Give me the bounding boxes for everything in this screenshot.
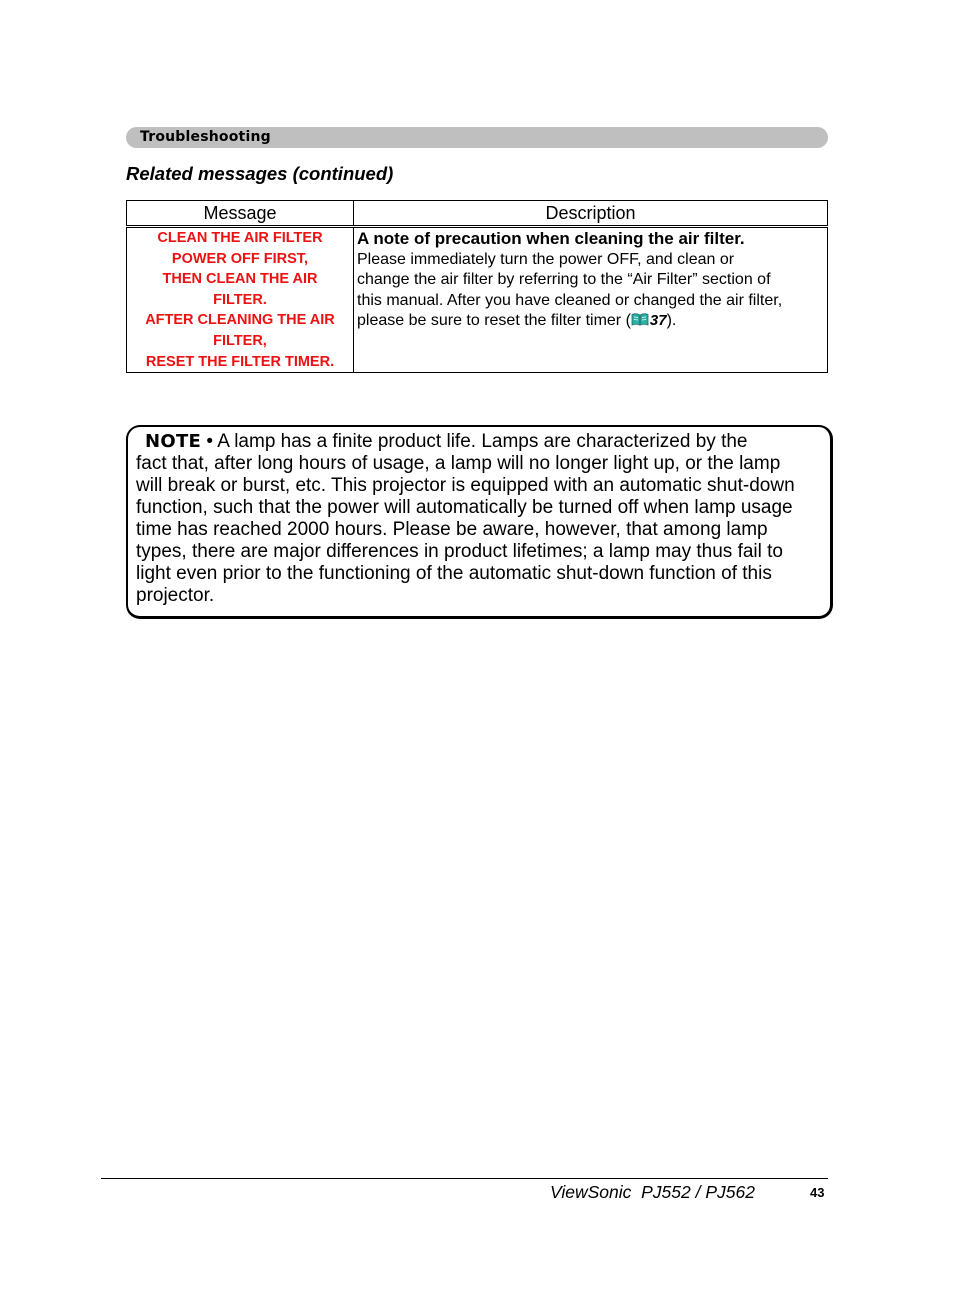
messages-table — [126, 200, 828, 373]
message-cell — [127, 227, 354, 373]
description-line: change the air filter by referring to the “Air Filter” section of — [357, 271, 771, 289]
note-line: function, such that the power will automatically be turned off when lamp usage — [136, 497, 793, 518]
description-cell — [354, 227, 828, 373]
note-line: will break or burst, etc. This projector is equipped with an automatic shut-down — [136, 475, 795, 496]
message-line: AFTER CLEANING THE AIR — [145, 312, 335, 329]
message-line: RESET THE FILTER TIMER. — [145, 353, 335, 370]
page-number: 43 — [810, 1185, 825, 1200]
description-title: A note of precaution when cleaning the air filter. — [357, 229, 745, 248]
page-subtitle: Related messages (continued) — [126, 163, 394, 184]
book-icon[interactable] — [631, 313, 649, 326]
message-line: FILTER, — [213, 332, 267, 349]
note-text: • A lamp has a finite product life. Lamps are characterized by the — [206, 431, 748, 452]
note-label: NOTE — [145, 431, 202, 452]
description-text: please be sure to reset the filter timer ( — [357, 312, 631, 330]
table-row — [127, 227, 828, 373]
section-header-bar — [126, 127, 828, 148]
footer-divider — [101, 1178, 828, 1179]
note-line: fact that, after long hours of usage, a lamp will no longer light up, or the lamp — [136, 453, 781, 474]
message-line: CLEAN THE AIR FILTER — [157, 230, 323, 246]
note-line: types, there are major differences in product lifetimes; a lamp may thus fail to — [136, 541, 784, 562]
column-header-message: Message — [127, 201, 354, 227]
description-line-ref — [357, 311, 823, 332]
page-reference-link[interactable]: 37 — [649, 312, 667, 330]
note-box — [126, 425, 833, 619]
message-line: FILTER. — [213, 291, 267, 308]
note-line: light even prior to the functioning of the automatic shut-down function of this — [136, 563, 772, 584]
note-line — [136, 431, 830, 453]
column-header-description: Description — [354, 201, 828, 227]
table-header-row — [127, 201, 828, 227]
description-text-end: ). — [666, 312, 677, 330]
section-title: Troubleshooting — [140, 129, 271, 145]
message-line: THEN CLEAN THE AIR — [162, 271, 318, 288]
description-line: this manual. After you have cleaned or changed the air filter, — [357, 291, 783, 309]
description-line: Please immediately turn the power OFF, and clean or — [357, 250, 735, 268]
note-line: time has reached 2000 hours. Please be aware, however, that among lamp — [136, 519, 768, 540]
message-line: POWER OFF FIRST, — [171, 250, 309, 267]
footer-brand: ViewSonic PJ552 / PJ562 — [550, 1182, 755, 1202]
note-line: projector. — [136, 585, 215, 606]
